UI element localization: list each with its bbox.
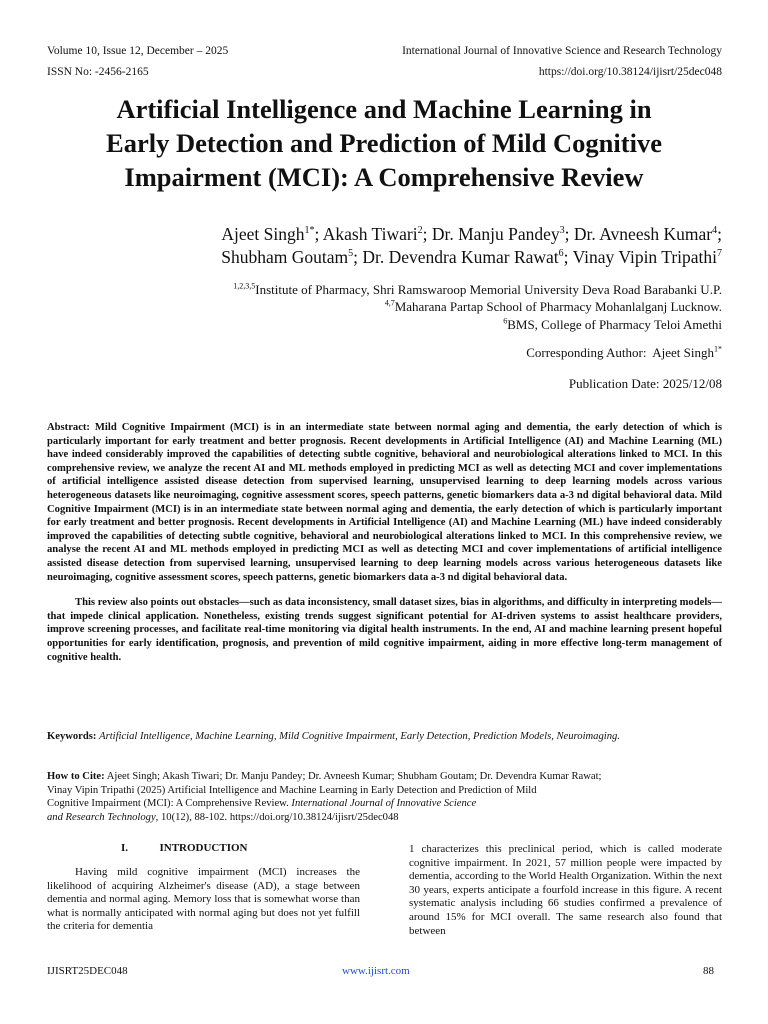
- keywords-text: Artificial Intelligence, Machine Learning, Mild Cognitive Impairment, Early Detection, Prediction Models, Neuroimaging.: [99, 731, 620, 742]
- author-sup: 5: [348, 248, 354, 260]
- section-title: INTRODUCTION: [159, 842, 248, 854]
- corresponding-name: Ajeet Singh: [652, 345, 714, 360]
- affiliation-text: BMS, College of Pharmacy Teloi Amethi: [507, 317, 722, 332]
- affiliation-sup: 1,2,3,5: [233, 281, 256, 291]
- cite-text: Vinay Vipin Tripathi (2025) Artificial Intelligence and Machine Learning in Early Detection and Prediction of Mild: [47, 784, 537, 796]
- section-number: I.: [121, 842, 129, 854]
- header-doi[interactable]: https://doi.org/10.38124/ijisrt/25dec048: [538, 66, 722, 78]
- body-column-right: 1 characterizes this preclinical period, which is called moderate cognitive impairment. In 2021, 57 million people were impacted by dementia, according to the World Health Organization. Within the next 30 years, experts anticipate a fourfold increase in this figure. A recent systematic analysis including 66 studies confirmed a prevalence of around 15% for MCI overall. The same research also found that between: [409, 843, 722, 937]
- corresponding-label: Corresponding Author:: [526, 345, 647, 360]
- how-to-cite: [47, 770, 722, 824]
- header-volume: Volume 10, Issue 12, December – 2025: [47, 45, 229, 57]
- author-sup: 3: [559, 225, 565, 237]
- affiliation-sup: 6: [503, 316, 508, 326]
- author-sup: 6: [558, 248, 564, 260]
- section-heading: [47, 842, 360, 854]
- corresponding-sup: 1*: [714, 344, 722, 354]
- page-number: 88: [703, 965, 714, 977]
- cite-doi[interactable]: , 10(12), 88-102. https://doi.org/10.38124/ijisrt/25dec048: [155, 811, 399, 823]
- cite-journal: and Research Technology: [47, 811, 156, 823]
- header-journal: International Journal of Innovative Science and Research Technology: [402, 45, 722, 57]
- corresponding-author: [526, 345, 722, 361]
- abstract-paragraph: This review also points out obstacles—such as data inconsistency, small dataset sizes, bias in algorithms, and difficulty in interpreting models—that impede clinical application. Nonetheless, existing trends suggest significant potential for AI-driven systems to assist healthcare providers, improve screening processes, and facilitate real-time monitoring via digital health instruments. In the end, AI and machine learning present hopeful opportunities for early identification, prognosis, and prevention of mild cognitive impairment, aiding in more effective long-term management of cognitive health.: [47, 597, 722, 663]
- publication-date: Publication Date: 2025/12/08: [568, 376, 722, 391]
- author-name: Akash Tiwari: [322, 224, 418, 244]
- footer-id: IJISRT25DEC048: [47, 965, 128, 977]
- affiliation-text: Maharana Partap School of Pharmacy Mohanlalganj Lucknow.: [394, 299, 722, 314]
- author-name: Vinay Vipin Tripathi: [572, 247, 717, 267]
- paper-title: [40, 92, 728, 194]
- cite-label: How to Cite:: [47, 771, 105, 782]
- affiliation-sup: 4,7: [384, 298, 395, 308]
- cite-text: Ajeet Singh; Akash Tiwari; Dr. Manju Pandey; Dr. Avneesh Kumar; Shubham Goutam; Dr. Devendra Kumar Rawat;: [106, 771, 602, 782]
- abstract-paragraph: Abstract: Mild Cognitive Impairment (MCI) is in an intermediate state between normal aging and dementia, the early detection of which is particularly important for early treatment and better prognosis. Recent developments in Artificial Intelligence (AI) and Machine Learning (ML) have indeed considerably improved the capabilities of detecting subtle cognitive, behavioral and neurobiological alterations linked to MCI. In this comprehensive review, we analyze the recent AI and ML methods employed in predicting MCI as well as detecting MCI and cover implementations of artificial intelligence assisted disease detection from supervised learning, unsupervised learning to deep learning models across various heterogeneous datasets like neuroimaging, cognitive assessment scores, speech patterns, genetic biomarkers data a-3 nd digital behavioral data. Mild Cognitive Impairment (MCI) is in an intermediate state between normal aging and dementia, the early detection of which is particularly important for early treatment and better prognosis. Recent developments in Artificial Intelligence (AI) and Machine Learning (ML) have indeed considerably improved the capabilities of detecting subtle cognitive, behavioral and neurobiological alterations linked to MCI. In this comprehensive review, we analyse the recent AI and ML methods employed in predicting MCI as well as detecting MCI and cover implementations of artificial intelligence assisted disease detection from supervised learning, unsupervised learning to deep learning models across various heterogeneous datasets like neuroimaging, cognitive assessment scores, speech patterns, genetic biomarkers data a-3 nd digital behavioral data.: [47, 422, 722, 583]
- author-list: Ajeet Singh$^{1*}$; Akash Tiwari$^2$; Dr. Manju Pandey$^3$; Dr. Avneesh Kumar$^4$; Shubham Goutam$^5$; Dr. Devendra Kumar Rawat$^6$; Vinay Vipin Tripathi$^7$: [221, 224, 722, 267]
- author-name: Dr. Avneesh Kumar: [573, 224, 713, 244]
- cite-text: Cognitive Impairment (MCI): A Comprehensive Review.: [47, 798, 289, 810]
- author-sup: 7: [717, 248, 722, 260]
- keywords-label: Keywords:: [47, 731, 97, 742]
- author-sup: 1*: [304, 225, 315, 237]
- title-line: Artificial Intelligence and Machine Learning in: [116, 94, 652, 124]
- affiliation-text: Institute of Pharmacy, Shri Ramswaroop Memorial University Deva Road Barabanki U.P.: [255, 282, 722, 297]
- affiliation: [62, 298, 722, 315]
- cite-journal: International Journal of Innovative Science: [291, 798, 477, 810]
- footer-website-link[interactable]: www.ijisrt.com: [342, 965, 410, 977]
- author-name: Dr. Devendra Kumar Rawat: [362, 247, 559, 267]
- affiliation: [62, 281, 722, 298]
- affiliation: [62, 316, 722, 333]
- abstract: [47, 421, 722, 664]
- author-name: Ajeet Singh: [221, 224, 305, 244]
- body-column-left: Having mild cognitive impairment (MCI) increases the likelihood of acquiring Alzheimer's disease (AD), a stage between dementia and normal aging. Memory loss that is somewhat worse than what is normally anticipated with normal aging but does not yet fulfill the criteria for dementia: [47, 866, 360, 933]
- author-name: Dr. Manju Pandey: [431, 224, 560, 244]
- author-sup: 4: [712, 225, 718, 237]
- header-issn: ISSN No: -2456-2165: [47, 66, 149, 78]
- author-sup: 2: [417, 225, 423, 237]
- author-name: Shubham Goutam: [221, 247, 349, 267]
- title-line: Early Detection and Prediction of Mild Cognitive: [106, 128, 662, 158]
- keywords: [47, 730, 722, 744]
- title-line: Impairment (MCI): A Comprehensive Review: [124, 162, 644, 192]
